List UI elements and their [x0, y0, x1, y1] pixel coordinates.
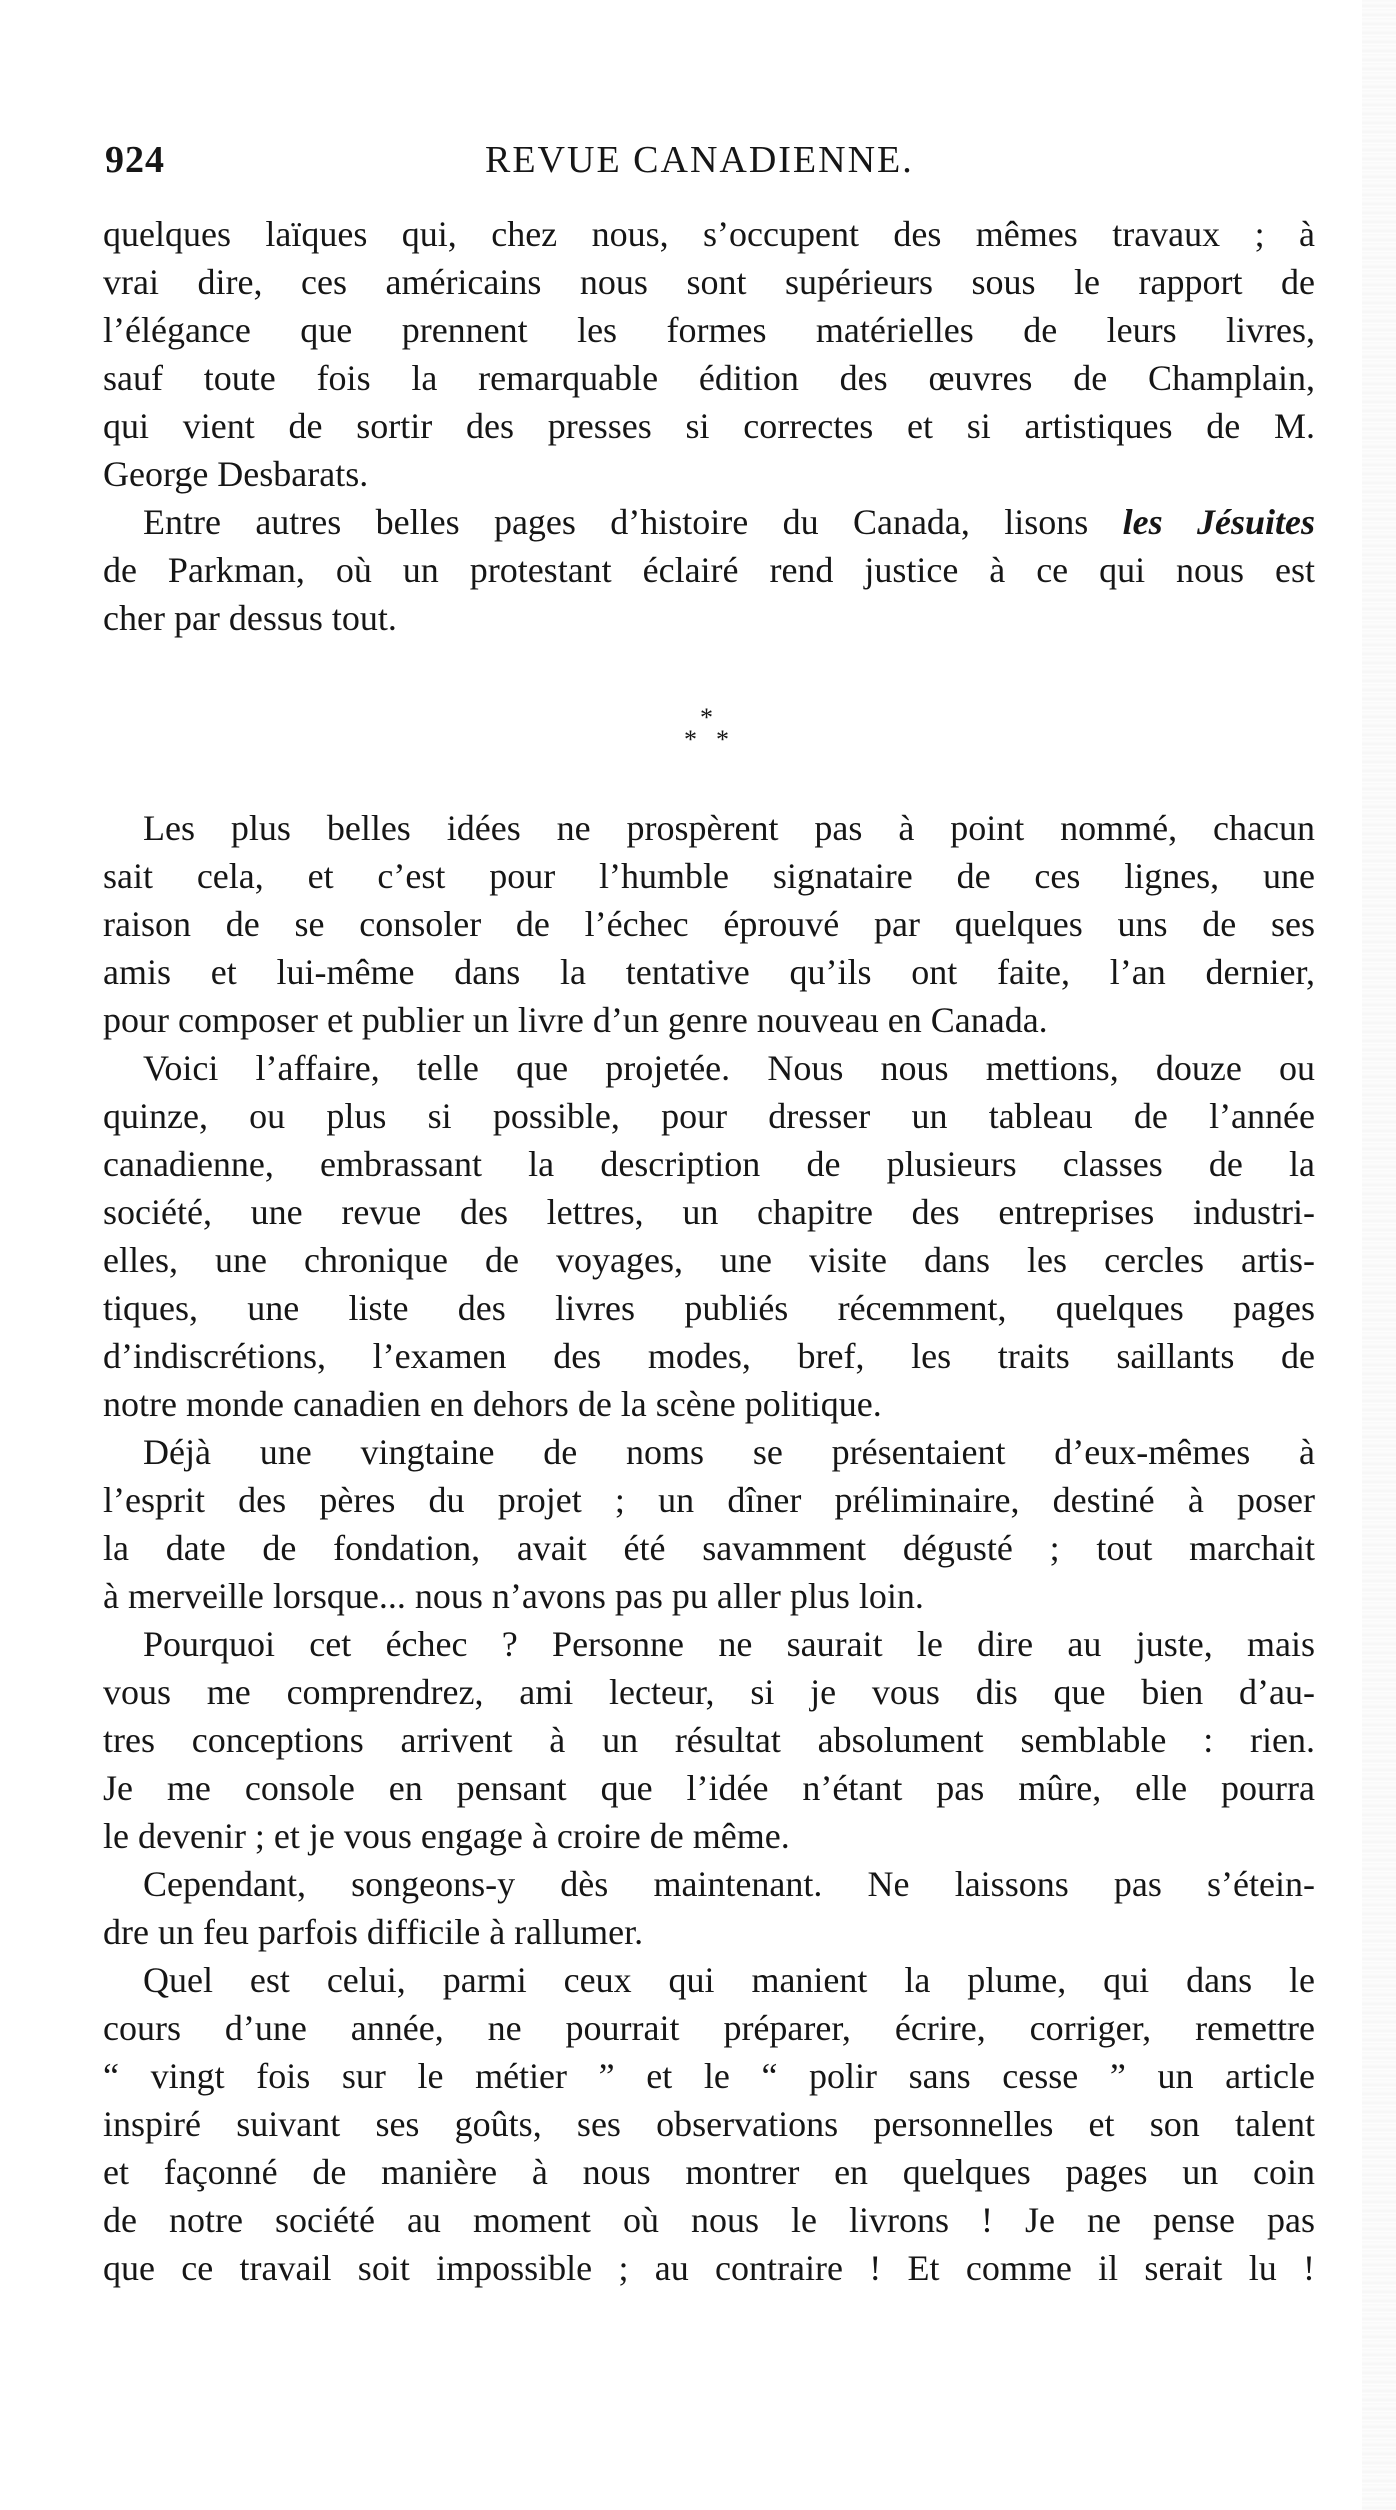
- text-line: Je me console en pensant que l’idée n’étant pas mûre, elle pourra: [103, 1768, 1315, 1808]
- text-line: notre monde canadien en dehors de la scène politique.: [103, 1384, 882, 1424]
- text-line: de notre société au moment où nous le livrons ! Je ne pense pas: [103, 2200, 1315, 2240]
- book-title-emphasis: les Jésuites: [1122, 502, 1316, 542]
- text-line: raison de se consoler de l’échec éprouvé par quelques uns de ses: [103, 904, 1315, 944]
- journal-title: REVUE CANADIENNE.: [485, 139, 914, 181]
- page-edge-texture: [1362, 0, 1396, 2510]
- text-line: Cependant, songeons-y dès maintenant. Ne laissons pas s’étein-: [143, 1864, 1315, 1904]
- text-line: que ce travail soit impossible ; au contraire ! Et comme il serait lu !: [103, 2248, 1315, 2288]
- paragraph-group-2: [103, 804, 1315, 2292]
- text-line: quelques laïques qui, chez nous, s’occupent des mêmes travaux ; à: [103, 214, 1315, 254]
- text-line: cours d’une année, ne pourrait préparer, écrire, corriger, remettre: [103, 2008, 1315, 2048]
- text-line: vrai dire, ces américains nous sont supérieurs sous le rapport de: [103, 262, 1315, 302]
- asterism-star: *: [716, 725, 729, 754]
- text-line: société, une revue des lettres, un chapitre des entreprises industri-: [103, 1192, 1315, 1232]
- asterism-star: *: [684, 725, 697, 754]
- text-line: cher par dessus tout.: [103, 598, 397, 638]
- text-line: à merveille lorsque... nous n’avons pas pu aller plus loin.: [103, 1576, 924, 1616]
- text-line-with-emphasis: [103, 498, 1315, 546]
- text-line: Déjà une vingtaine de noms se présentaient d’eux-mêmes à: [143, 1432, 1315, 1472]
- text-line: pour composer et publier un livre d’un genre nouveau en Canada.: [103, 1000, 1048, 1040]
- text-line: de Parkman, où un protestant éclairé rend justice à ce qui nous est: [103, 550, 1315, 590]
- text-line: inspiré suivant ses goûts, ses observations personnelles et son talent: [103, 2104, 1315, 2144]
- text-line: l’esprit des pères du projet ; un dîner préliminaire, destiné à poser: [103, 1480, 1315, 1520]
- text-line: d’indiscrétions, l’examen des modes, bref, les traits saillants de: [103, 1336, 1315, 1376]
- text-line: Voici l’affaire, telle que projetée. Nous nous mettions, douze ou: [143, 1048, 1315, 1088]
- text-line: la date de fondation, avait été savamment dégusté ; tout marchait: [103, 1528, 1315, 1568]
- text-run: Entre autres belles pages d’histoire du Canada, lisons: [143, 502, 1123, 542]
- text-line: qui vient de sortir des presses si correctes et si artistiques de M.: [103, 406, 1315, 446]
- text-line: vous me comprendrez, ami lecteur, si je vous dis que bien d’au-: [103, 1672, 1315, 1712]
- text-line: sauf toute fois la remarquable édition des œuvres de Champlain,: [103, 358, 1315, 398]
- text-line: George Desbarats.: [103, 454, 369, 494]
- asterism-separator: [676, 705, 736, 765]
- text-line: Quel est celui, parmi ceux qui manient la plume, qui dans le: [143, 1960, 1315, 2000]
- text-line: quinze, ou plus si possible, pour dresser un tableau de l’année: [103, 1096, 1315, 1136]
- paragraph-group-1: [103, 210, 1315, 642]
- text-line: “ vingt fois sur le métier ” et le “ polir sans cesse ” un article: [103, 2056, 1315, 2096]
- text-line: sait cela, et c’est pour l’humble signataire de ces lignes, une: [103, 856, 1315, 896]
- text-line: tres conceptions arrivent à un résultat absolument semblable : rien.: [103, 1720, 1315, 1760]
- text-line: amis et lui-même dans la tentative qu’ils ont faite, l’an dernier,: [103, 952, 1315, 992]
- text-line: dre un feu parfois difficile à rallumer.: [103, 1912, 644, 1952]
- text-line: Pourquoi cet échec ? Personne ne saurait le dire au juste, mais: [143, 1624, 1315, 1664]
- text-line: tiques, une liste des livres publiés récemment, quelques pages: [103, 1288, 1315, 1328]
- text-line: canadienne, embrassant la description de plusieurs classes de la: [103, 1144, 1315, 1184]
- text-line: l’élégance que prennent les formes matérielles de leurs livres,: [103, 310, 1315, 350]
- text-line: le devenir ; et je vous engage à croire de même.: [103, 1816, 790, 1856]
- page-number: 924: [105, 139, 165, 181]
- text-line: Les plus belles idées ne prospèrent pas à point nommé, chacun: [143, 808, 1315, 848]
- asterism-star: *: [700, 703, 713, 732]
- text-line: elles, une chronique de voyages, une visite dans les cercles artis-: [103, 1240, 1315, 1280]
- running-head: [105, 138, 1310, 186]
- text-line: et façonné de manière à nous montrer en quelques pages un coin: [103, 2152, 1315, 2192]
